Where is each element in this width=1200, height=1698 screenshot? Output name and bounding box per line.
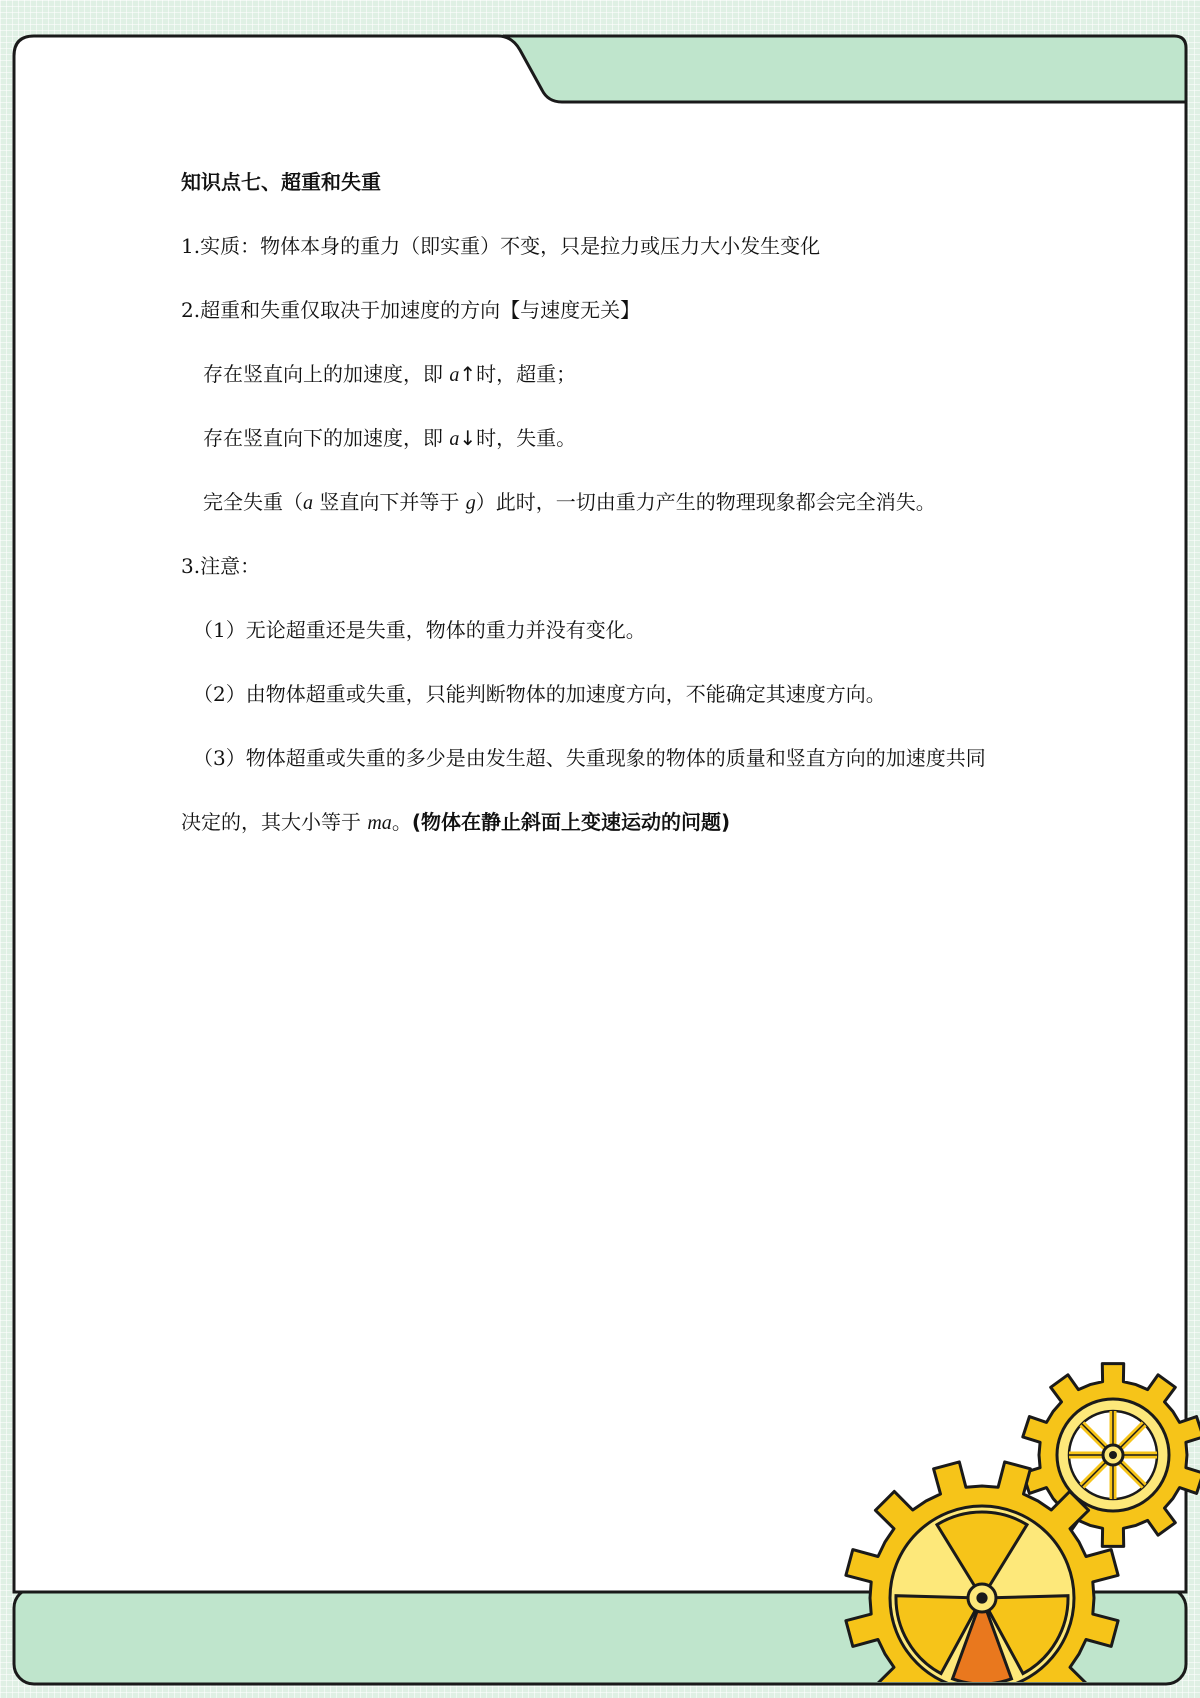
note-text: 无论超重还是失重，物体的重力并没有变化。 [245, 618, 646, 642]
text-part: 决定的，其大小等于 [181, 810, 368, 834]
variable-a: a [449, 428, 460, 450]
text-part: ↑时，超重； [459, 362, 577, 386]
note-number: （3） [193, 746, 246, 770]
paragraph-text: 超重和失重仅取决于加速度的方向【与速度无关】 [200, 298, 641, 322]
variable-a: a [449, 364, 460, 386]
gear-axle [1109, 1451, 1117, 1459]
paragraph-number: 1. [181, 234, 201, 258]
paragraph-text: 注意： [200, 554, 261, 578]
note-number: （2） [193, 682, 246, 706]
text-part: 完全失重（ [203, 490, 303, 514]
note-number: （1） [193, 618, 246, 642]
gear-axle [976, 1592, 987, 1603]
section-heading: 知识点七、超重和失重 [181, 170, 381, 194]
text-part: 存在竖直向下的加速度，即 [203, 426, 450, 450]
variable-g: g [465, 492, 476, 514]
paragraph-number: 3. [181, 554, 201, 578]
text-part: ）此时，一切由重力产生的物理现象都会完全消失。 [475, 490, 936, 514]
paragraph-number: 2. [181, 298, 201, 322]
note-text: 由物体超重或失重，只能判断物体的加速度方向，不能确定其速度方向。 [245, 682, 886, 706]
text-part: 竖直向下并等于 [313, 490, 466, 514]
note-text: 物体超重或失重的多少是由发生超、失重现象的物体的质量和竖直方向的加速度共同 [245, 746, 986, 770]
variable-ma: ma [367, 812, 392, 834]
text-part: 。 [391, 810, 412, 834]
bold-note: (物体在静止斜面上变速运动的问题) [411, 810, 731, 834]
variable-a: a [303, 492, 313, 514]
paragraph-text: 实质：物体本身的重力（即实重）不变，只是拉力或压力大小发生变化 [200, 234, 821, 258]
text-part: ↓时，失重。 [459, 426, 577, 450]
big-gear-icon [846, 1462, 1118, 1698]
text-part: 存在竖直向上的加速度，即 [203, 362, 450, 386]
